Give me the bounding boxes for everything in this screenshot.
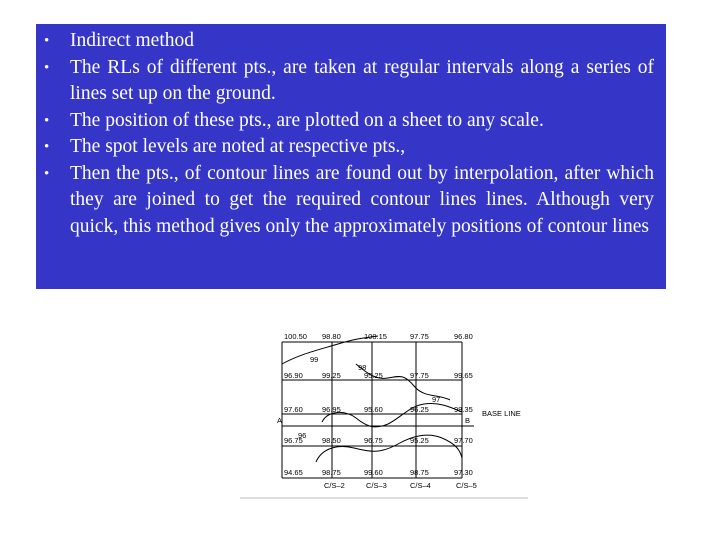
spot-level: 98.50: [322, 436, 341, 445]
bullet-text: The spot levels are noted at respective pts.,: [70, 136, 406, 157]
bullet-text: Then the pts., of contour lines are found out by interpolation, after which they are joined to get the required contour lines lines. Although very quick, this method gives only the approximately positions of contour lines: [70, 162, 654, 237]
spot-level: 96.95: [322, 405, 341, 414]
contour-label: 98: [358, 363, 367, 372]
spot-level: 99.60: [364, 468, 383, 477]
spot-level: 97.30: [454, 468, 473, 477]
contour-labels: [298, 355, 440, 440]
grid-values: [284, 332, 473, 477]
spot-level: 95.25: [410, 436, 429, 445]
bullet-text: Indirect method: [70, 30, 194, 51]
bullet-item: [44, 108, 654, 135]
spot-level: 95.60: [364, 405, 383, 414]
spot-level: 99.25: [322, 371, 341, 380]
spot-level: 96.90: [284, 371, 303, 380]
bullet-item: [44, 28, 654, 55]
bullet-text: The position of these pts., are plotted on a sheet to any scale.: [70, 109, 544, 131]
spot-level: 99.65: [454, 371, 473, 380]
bullet-item: [44, 134, 654, 161]
base-line-label: BASE LINE: [482, 409, 521, 418]
spot-level: 98.35: [454, 405, 473, 414]
spot-level: 97.60: [284, 405, 303, 414]
contour-line-97: [322, 403, 462, 426]
bullet-panel: [36, 24, 666, 289]
bullet-marker: •: [44, 165, 50, 182]
spot-level: 96.75: [284, 436, 303, 445]
contour-grid-figure: [238, 322, 528, 502]
cross-section-label: C/S–3: [366, 481, 387, 490]
bullet-marker: •: [44, 33, 50, 49]
spot-level: 98.80: [322, 332, 341, 341]
cross-section-label: C/S–2: [324, 481, 345, 490]
spot-level: 100.15: [364, 332, 387, 341]
spot-level: 96.80: [454, 332, 473, 341]
bullet-item: [44, 55, 654, 108]
spot-level: 98.75: [322, 468, 341, 477]
spot-level: 97.75: [410, 371, 429, 380]
spot-level: 100.50: [284, 332, 307, 341]
spot-level: 97.70: [454, 436, 473, 445]
spot-level: 96.75: [364, 436, 383, 445]
point-b-label: B: [465, 416, 471, 425]
point-a-label: A: [277, 416, 283, 425]
spot-level: 98.75: [410, 468, 429, 477]
contour-grid-diagram: [238, 322, 528, 502]
cross-section-labels: [324, 481, 477, 490]
bullet-text: The RLs of different pts., are taken at regular intervals along a series of lines set up on the ground.: [70, 56, 654, 104]
spot-level: 95.25: [364, 371, 383, 380]
spot-level: 97.75: [410, 332, 429, 341]
spot-level: 94.65: [284, 468, 303, 477]
cross-section-label: C/S–4: [410, 481, 431, 490]
bullet-item: [44, 161, 654, 241]
cross-section-label: C/S–5: [456, 481, 477, 490]
bullet-list: [44, 28, 654, 240]
contour-label: 99: [310, 355, 319, 364]
bullet-marker: •: [44, 112, 50, 129]
bullet-marker: •: [44, 139, 50, 155]
spot-level: 96.25: [410, 405, 429, 414]
contour-label: 97: [432, 395, 441, 404]
bullet-marker: •: [44, 59, 50, 76]
contour-label: 96: [298, 431, 307, 440]
